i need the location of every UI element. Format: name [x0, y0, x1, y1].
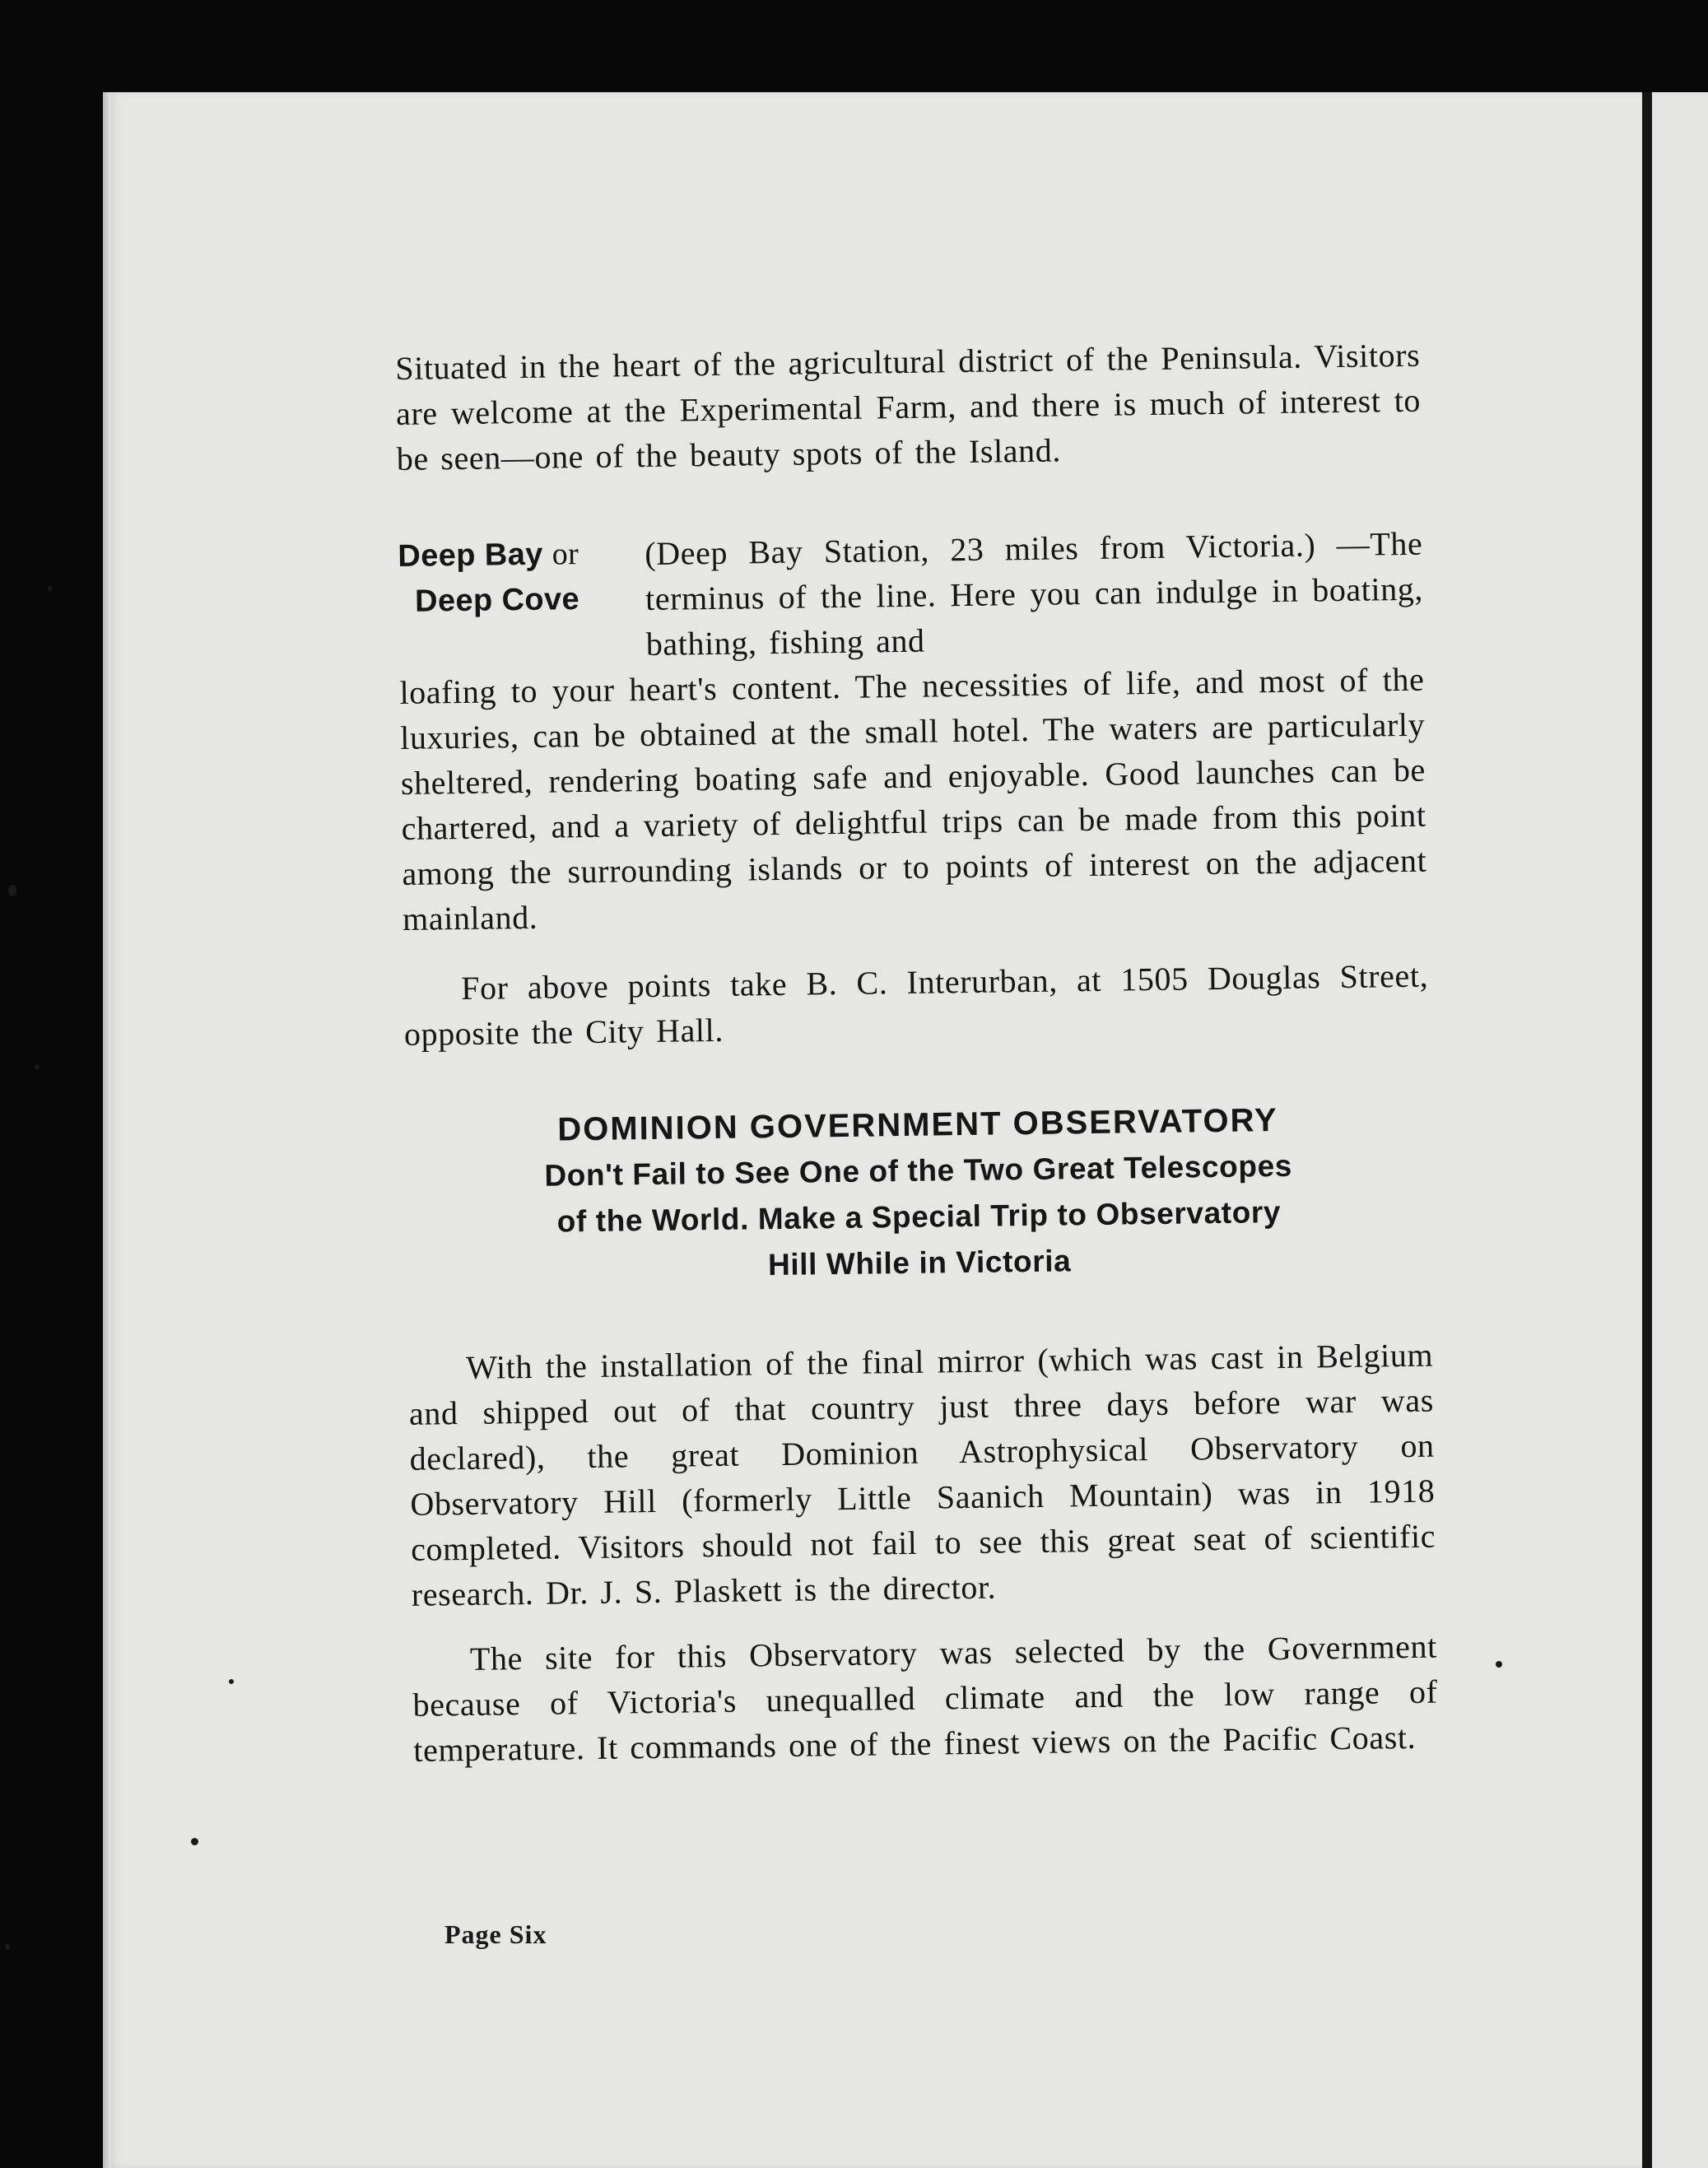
- scan-speck: [48, 586, 52, 591]
- deep-bay-side-heading: [398, 531, 645, 625]
- observatory-subtitle-line-3: Hill While in Victoria: [767, 1244, 1072, 1282]
- deep-bay-entry: [398, 521, 1424, 670]
- page-number-footer: Page Six: [444, 1919, 547, 1949]
- scan-speck: [8, 885, 16, 896]
- scan-speck: [191, 1838, 198, 1845]
- page-binding-shadow: [103, 92, 111, 2168]
- deep-bay-heading-line: [398, 531, 645, 579]
- observatory-history-paragraph: With the installation of the final mirror (which was cast in Belgium and shipped out of that country just three days before war was declared), the great Dominion Astrophysical Observatory on Observatory Hill (formerly Little Saanich Mountain) was in 1918 completed. Visitors should not fail to see this great seat of scientific research. Dr. J. S. Plaskett is the director.: [408, 1336, 1436, 1613]
- observatory-subtitle-line-1: Don't Fail to See One of the Two Great Telescopes: [544, 1148, 1293, 1193]
- scan-speck: [229, 1679, 234, 1684]
- deep-bay-heading-text: Deep Bay: [398, 537, 544, 574]
- observatory-subtitle-line-2: of the World. Make a Special Trip to Observatory: [556, 1195, 1282, 1239]
- deep-cove-heading-line: Deep Cove: [414, 582, 580, 619]
- observatory-site-paragraph: The site for this Observatory was selected by the Government because of Victoria's unequalled climate and the low range of temperature. It commands one of the finest views on the Pacific Coast.: [412, 1627, 1438, 1769]
- page-gutter: [1642, 92, 1652, 2168]
- deep-bay-description-paragraph: loafing to your heart's content. The necessities of life, and most of the luxuries, can be obtained at the small hotel. The waters are particularly sheltered, rendering boating safe and enjoyable. Good launches can be chartered, and a variety of delightful trips can be made from this point among the surrounding islands or to points of interest on the adjacent mainland.: [399, 660, 1427, 937]
- deep-bay-intro-text: (Deep Bay Station, 23 miles from Victoria.) —The terminus of the line. Here you can indulge in boating, bathing, fishing and: [645, 524, 1424, 663]
- scan-speck: [5, 1944, 10, 1950]
- observatory-section-title: DOMINION GOVERNMENT OBSERVATORY: [556, 1102, 1278, 1148]
- scan-speck: [35, 1064, 40, 1069]
- page-body: [395, 333, 1439, 1773]
- directions-paragraph: For above points take B. C. Interurban, at 1505 Douglas Street, opposite the City Hall.: [403, 956, 1429, 1053]
- experimental-farm-paragraph: Situated in the heart of the agricultural district of the Peninsula. Visitors are welcome at the Experimental Farm, and there is much of interest to be seen—one of the beauty spots of the Island.: [395, 336, 1422, 477]
- scan-speck: [1496, 1661, 1502, 1668]
- adjacent-page-edge: [1652, 92, 1708, 2168]
- deep-bay-heading-or: or: [551, 537, 579, 572]
